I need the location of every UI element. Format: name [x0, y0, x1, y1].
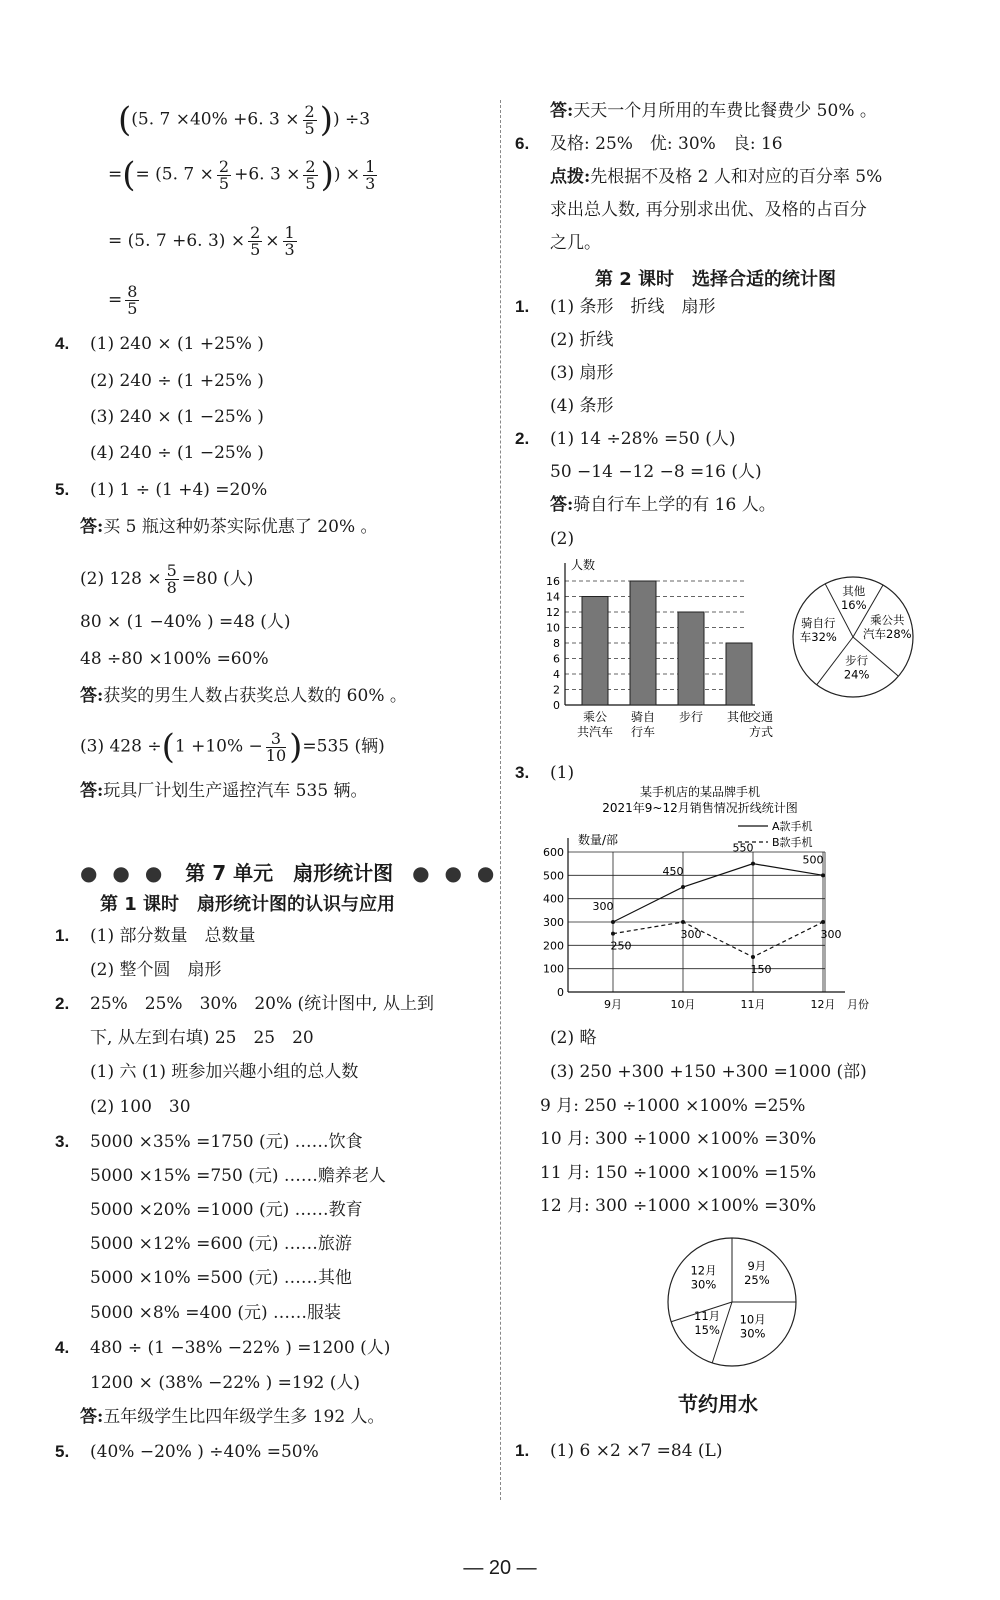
page-number: — 20 — — [463, 1557, 537, 1579]
t2-line3: (2) — [550, 529, 575, 549]
s3-number: 3. — [55, 1132, 70, 1151]
calc-line-2: =(= (5. 7 × $\frac{2}{5}$ +6. 3 × $\frac{2}{5}$ )) × $\frac{1}{3}$ — [108, 155, 376, 195]
t2-line1: (1) 14 ÷28% =50 (人) — [550, 429, 736, 449]
pie-slice-label: 步行 — [845, 653, 869, 668]
y-tick-label: 6 — [553, 652, 560, 666]
pie-slice-label: 乘公共 — [870, 613, 905, 628]
s3-line6: 5000 ×8% =400 (元) ……服装 — [90, 1303, 342, 1323]
y-tick-label: 200 — [543, 939, 564, 953]
r6-line: 及格: 25% 优: 30% 良: 16 — [550, 134, 783, 154]
t1-part2: (2) 折线 — [550, 330, 614, 350]
x-tick-label: 共汽车 — [576, 725, 614, 739]
pie-slice-label: 30% — [690, 1277, 717, 1292]
s3-line3: 5000 ×20% =1000 (元) ……教育 — [90, 1200, 363, 1220]
s3-line5: 5000 ×10% =500 (元) ……其他 — [90, 1268, 352, 1288]
t1-part3: (3) 扇形 — [550, 363, 614, 383]
q5-number: 5. — [55, 480, 70, 499]
t2-number: 2. — [515, 429, 530, 448]
data-label: 300 — [820, 928, 842, 941]
s2-line2: 下, 从左到右填) 25 25 20 — [90, 1028, 314, 1048]
x-tick-label: 其他 — [726, 710, 752, 724]
s1-part2: (2) 整个圆 扇形 — [90, 960, 222, 980]
q4-part1: (1) 240 × (1 +25% ) — [90, 334, 264, 354]
t2-line2: 50 −14 −12 −8 =16 (人) — [550, 462, 762, 482]
water-title: 节约用水 — [678, 1392, 758, 1416]
pie-slice-label: 12月 — [690, 1263, 717, 1278]
pie-slice-label: 车32% — [799, 630, 837, 645]
q5-part3: (3) 428 ÷(1 +10% − $\frac{3}{10}$ )=535 (辆) — [80, 727, 385, 767]
pie-slice-label: 其他 — [842, 584, 866, 599]
pie-slice-label: 24% — [843, 667, 870, 682]
x-tick-label: 10月 — [670, 998, 696, 1011]
s2-line3: (1) 六 (1) 班参加兴趣小组的总人数 — [90, 1062, 359, 1082]
y-tick-label: 600 — [543, 846, 564, 859]
calc-line-1: ((5. 7 ×40% +6. 3 × $\frac{2}{5}$ )) ÷3 — [118, 100, 371, 140]
t1-part1: (1) 条形 折线 扇形 — [550, 297, 716, 317]
t1-part4: (4) 条形 — [550, 396, 614, 416]
calc-line-4: = $\frac{8}{5}$ — [108, 282, 138, 318]
t1-number: 1. — [515, 297, 530, 316]
x-tick-label: 乘公 — [582, 710, 608, 724]
t3-dec: 12 月: 300 ÷1000 ×100% =30% — [540, 1196, 817, 1216]
pie-slice-label: 15% — [694, 1322, 720, 1337]
s4-number: 4. — [55, 1338, 70, 1357]
s1-part1: (1) 部分数量 总数量 — [90, 926, 256, 946]
bar — [582, 597, 608, 706]
y-tick-label: 0 — [553, 699, 560, 712]
series-point — [751, 862, 755, 866]
s2-number: 2. — [55, 994, 70, 1013]
y-axis-label: 数量/部 — [578, 833, 619, 847]
column-divider — [500, 100, 501, 1500]
q4-number: 4. — [55, 334, 70, 353]
t3-oct: 10 月: 300 ÷1000 ×100% =30% — [540, 1129, 817, 1149]
series-point — [681, 885, 685, 889]
bar — [630, 581, 656, 705]
y-tick-label: 12 — [546, 606, 560, 619]
pie-slice-label: 11月 — [694, 1308, 721, 1323]
data-label: 300 — [680, 928, 702, 941]
q4-part3: (3) 240 × (1 −25% ) — [90, 407, 264, 427]
x-tick-label: 12月 — [810, 998, 836, 1011]
y-tick-label: 4 — [553, 668, 560, 681]
series-line — [610, 922, 823, 957]
y-tick-label: 100 — [543, 962, 564, 976]
pie-slice-label: 30% — [739, 1326, 766, 1341]
t3-nov: 11 月: 150 ÷1000 ×100% =15% — [540, 1163, 817, 1183]
t3-number: 3. — [515, 763, 530, 782]
y-axis-label: 人数 — [571, 558, 596, 572]
x-tick-label: 11月 — [740, 998, 766, 1011]
q5-answer1: 答:买 5 瓶这种奶茶实际优惠了 20% 。 — [80, 517, 378, 537]
chart-title: 2021年9~12月销售情况折线统计图 — [602, 801, 798, 815]
pie-slice-label: 骑自行 — [801, 616, 836, 631]
s4-line1: 480 ÷ (1 −38% −22% ) =1200 (人) — [90, 1338, 391, 1358]
s2-line4: (2) 100 30 — [90, 1097, 191, 1117]
t3-part2: (2) 略 — [550, 1028, 597, 1048]
r6-number: 6. — [515, 134, 530, 153]
y-tick-label: 2 — [553, 683, 560, 697]
phone-sales-pie-chart — [662, 1232, 802, 1372]
r6-tip2: 求出总人数, 再分别求出优、及格的占百分 — [550, 200, 867, 220]
s2-line1: 25% 25% 30% 20% (统计图中, 从上到 — [90, 994, 434, 1014]
t3-part3: (3) 250 +300 +150 +300 =1000 (部) — [550, 1062, 867, 1082]
q4-part4: (4) 240 ÷ (1 −25% ) — [90, 443, 264, 463]
series-point — [611, 920, 615, 924]
t3-part1: (1) — [550, 763, 575, 783]
phone-sales-line-chart — [520, 782, 890, 1022]
s5-number: 5. — [55, 1442, 70, 1461]
x-tick-label: 步行 — [678, 710, 704, 724]
x-tick-label: 9月 — [604, 998, 622, 1011]
q5-part2-line3: 48 ÷80 ×100% =60% — [80, 649, 269, 669]
series-line — [613, 864, 823, 922]
pie-slice-label: 25% — [744, 1273, 770, 1288]
t2-answer: 答:骑自行车上学的有 16 人。 — [550, 495, 776, 515]
s3-line2: 5000 ×15% =750 (元) ……赡养老人 — [90, 1166, 386, 1186]
x-axis-label: 方式 — [748, 725, 774, 739]
w1-number: 1. — [515, 1441, 530, 1460]
y-tick-label: 500 — [543, 869, 564, 883]
w1-line: (1) 6 ×2 ×7 =84 (L) — [550, 1441, 723, 1461]
transport-bar-chart — [525, 555, 785, 755]
pie-slice-label: 16% — [840, 598, 867, 613]
pie-slice-label: 10月 — [739, 1312, 766, 1327]
data-label: 300 — [592, 900, 614, 913]
data-label: 250 — [610, 939, 632, 953]
data-label: 500 — [802, 853, 824, 867]
data-label: 150 — [750, 963, 772, 976]
lesson2-title: 第 2 课时 选择合适的统计图 — [595, 269, 837, 290]
data-label: 550 — [732, 841, 754, 855]
x-axis-label: 月份 — [847, 998, 869, 1011]
transport-pie-chart — [788, 572, 918, 702]
x-tick-label: 行车 — [630, 725, 656, 739]
series-point — [821, 873, 825, 877]
s5-line1: (40% −20% ) ÷40% =50% — [90, 1442, 319, 1462]
pie-slice-label: 9月 — [747, 1259, 767, 1274]
s4-answer: 答:五年级学生比四年级学生多 192 人。 — [80, 1407, 385, 1427]
x-axis-label: 交通 — [748, 710, 774, 724]
r6-tip1: 点拨:先根据不及格 2 人和对应的百分率 5% — [550, 167, 883, 187]
y-tick-label: 0 — [557, 986, 564, 999]
x-tick-label: 骑自 — [630, 710, 656, 724]
data-label: 450 — [662, 865, 684, 878]
chart-title: 某手机店的某品牌手机 — [639, 785, 761, 799]
s3-line4: 5000 ×12% =600 (元) ……旅游 — [90, 1234, 352, 1254]
s4-line2: 1200 × (38% −22% ) =192 (人) — [90, 1373, 360, 1393]
q5-answer2: 答:获奖的男生人数占获奖总人数的 60% 。 — [80, 686, 407, 706]
q5-part2-line2: 80 × (1 −40% ) =48 (人) — [80, 612, 291, 632]
q4-part2: (2) 240 ÷ (1 +25% ) — [90, 371, 264, 391]
series-point — [681, 920, 685, 924]
q5-part2: (2) 128 × $\frac{5}{8}$ =80 (人) — [80, 561, 254, 597]
s1-number: 1. — [55, 926, 70, 945]
series-point — [751, 955, 755, 959]
legend-label: A款手机 — [772, 820, 813, 833]
pie-slice-label: 汽车28% — [863, 627, 912, 642]
y-tick-label: 14 — [546, 590, 560, 604]
r6-tip3: 之几。 — [550, 233, 601, 253]
bar — [726, 643, 752, 705]
lesson1-title: 第 1 课时 扇形统计图的认识与应用 — [100, 894, 396, 915]
t3-sep: 9 月: 250 ÷1000 ×100% =25% — [540, 1096, 806, 1116]
q5-part1: (1) 1 ÷ (1 +4) =20% — [90, 480, 268, 500]
y-tick-label: 10 — [546, 621, 560, 635]
bar — [678, 612, 704, 705]
q5-answer3: 答:玩具厂计划生产遥控汽车 535 辆。 — [80, 781, 368, 801]
y-tick-label: 300 — [543, 916, 564, 929]
legend-label: B款手机 — [772, 836, 813, 849]
r-answer: 答:天天一个月所用的车费比餐费少 50% 。 — [550, 101, 877, 121]
s3-line1: 5000 ×35% =1750 (元) ……饮食 — [90, 1132, 363, 1152]
unit-heading: ● ● ● 第 7 单元 扇形统计图 ● ● ● — [80, 861, 499, 885]
y-tick-label: 8 — [553, 637, 560, 650]
y-tick-label: 400 — [543, 892, 564, 906]
y-tick-label: 16 — [546, 575, 560, 588]
calc-line-3: = (5. 7 +6. 3) × $\frac{2}{5}$ × $\frac{1}{3}$ — [108, 223, 295, 259]
series-point — [611, 932, 615, 936]
series-point — [821, 920, 825, 924]
